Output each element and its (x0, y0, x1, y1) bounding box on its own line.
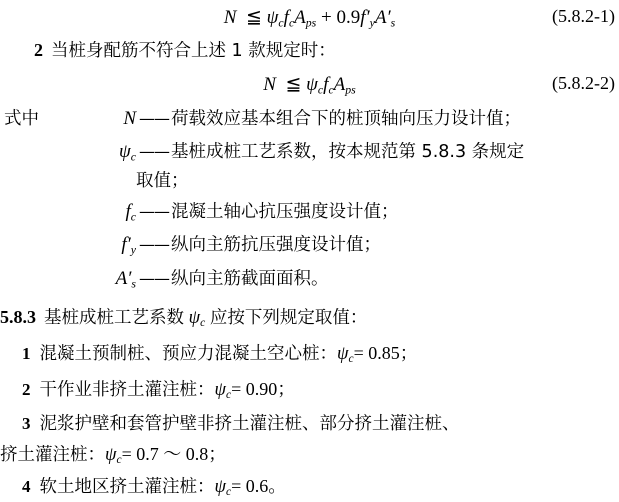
definition-symbol-as-prime: $A'_s$ (52, 268, 136, 291)
definition-row-fy-prime (0, 232, 619, 258)
clause-5-8-3-symbol: $\psi_c$ (184, 308, 210, 328)
sub-item-4-label: 软土地区挤土灌注桩： (40, 477, 215, 497)
formula-5-8-2-1-expression: N ≦ $\psi_cf_cA_{ps} + 0.9f'_yA'_s$ (224, 7, 396, 28)
sub-item-3 (0, 411, 619, 437)
sub-item-1-symbol: $\psi_c$ (337, 344, 354, 364)
sub-item-1-value: = 0.85； (354, 343, 418, 363)
clause-2-text: 当桩身配筋不符合上述 1 款规定时： (51, 38, 619, 65)
formula-5-8-2-2-expression: N ≦ $\psi_cf_cA_{ps}$ (263, 74, 356, 95)
sub-item-3-continuation (0, 440, 619, 466)
sub-item-4-value: = 0.6。 (231, 476, 286, 496)
sub-item-1 (0, 340, 619, 369)
clause-5-8-3-text-before: 基桩成桩工艺系数 (44, 308, 184, 328)
sub-item-4-number: 4 (22, 477, 40, 497)
definition-dash: —— (136, 202, 171, 221)
sub-item-4-symbol: $\psi_c$ (215, 477, 232, 497)
where-label: 式中 (0, 105, 52, 130)
sub-item-4-text (40, 473, 619, 502)
sub-item-3-text (40, 411, 619, 437)
definition-dash: —— (136, 142, 171, 161)
sub-item-3-number: 3 (22, 414, 40, 434)
clause-2 (0, 38, 619, 65)
definition-dash: —— (136, 235, 171, 254)
definition-text-psi-c: 基桩成桩工艺系数，按本规范第 5.8.3 条规定 (171, 139, 619, 165)
definition-text-psi-c-cont: 取值； (136, 167, 619, 192)
sub-item-1-number: 1 (22, 344, 40, 364)
sub-item-3-value: = 0.7 ～ 0.8； (122, 444, 227, 464)
definition-symbol-psi-c: $\psi_c$ (52, 141, 136, 164)
definition-row-N (0, 105, 619, 132)
definition-text-fc: 混凝土轴心抗压强度设计值； (171, 199, 619, 225)
formula-5-8-2-2-line (0, 73, 619, 97)
definition-symbol-fc: $f_c$ (52, 201, 136, 224)
sub-item-2-text (40, 376, 619, 405)
sub-item-3-symbol: $\psi_c$ (105, 445, 122, 465)
sub-item-2-symbol: $\psi_c$ (215, 380, 232, 400)
definition-text-as-prime: 纵向主筋截面面积。 (171, 266, 619, 292)
document-page (0, 6, 619, 481)
sub-item-4 (0, 473, 619, 502)
sub-item-2-value: = 0.90； (231, 379, 295, 399)
sub-item-3-label: 泥浆护壁和套管护壁非挤土灌注桩、部分挤土灌注桩、 (40, 414, 460, 434)
sub-item-3-cont-label: 挤土灌注桩： (0, 445, 105, 465)
definition-dash: —— (136, 269, 171, 288)
definition-row-as-prime (0, 266, 619, 292)
sub-item-2-number: 2 (22, 380, 40, 400)
formula-5-8-2-2-number: (5.8.2-2) (552, 73, 615, 94)
formula-5-8-2-1-line (0, 6, 619, 30)
clause-5-8-3 (0, 304, 619, 333)
sub-item-2 (0, 376, 619, 405)
definition-dash: —— (136, 109, 171, 128)
clause-2-number: 2 (34, 40, 51, 61)
sub-item-1-label: 混凝土预制桩、预应力混凝土空心桩： (40, 344, 338, 364)
sub-item-1-text (40, 340, 619, 369)
formula-5-8-2-1-number: (5.8.2-1) (552, 6, 615, 27)
where-block (0, 105, 619, 292)
definition-row-fc (0, 199, 619, 225)
definition-text-N: 荷载效应基本组合下的桩顶轴向压力设计值； (171, 106, 619, 132)
clause-5-8-3-number: 5.8.3 (0, 307, 44, 328)
definition-row-psi-c (0, 139, 619, 165)
definition-symbol-fy-prime: $f'_y$ (52, 234, 136, 257)
definition-symbol-N: N (52, 108, 136, 130)
clause-5-8-3-text (44, 304, 619, 333)
clause-5-8-3-text-after: 应按下列规定取值： (210, 308, 368, 328)
sub-item-2-label: 干作业非挤土灌注桩： (40, 380, 215, 400)
definition-text-fy-prime: 纵向主筋抗压强度设计值； (171, 232, 619, 258)
